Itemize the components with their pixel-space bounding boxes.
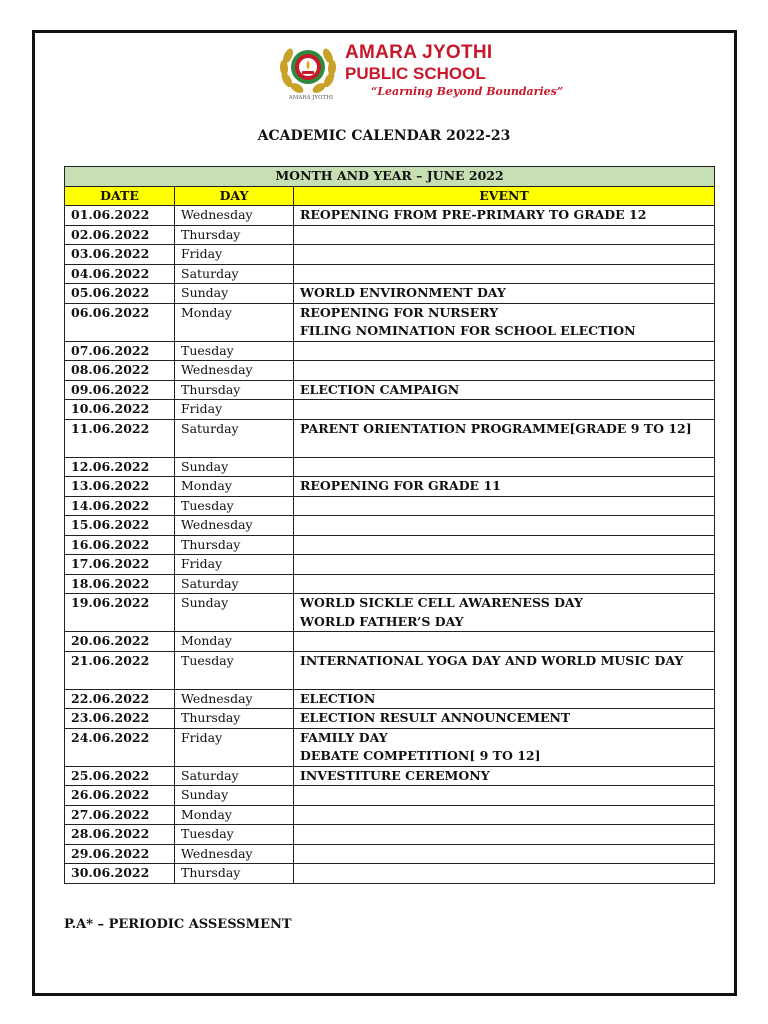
event-cell [294,709,715,729]
date-cell: 10.06.2022 [65,400,175,420]
date-cell: 22.06.2022 [65,689,175,709]
date-cell: 27.06.2022 [65,805,175,825]
date-cell: 13.06.2022 [65,477,175,497]
calendar-table [64,166,715,884]
date-cell: 18.06.2022 [65,574,175,594]
table-row [65,574,715,594]
day-cell: Wednesday [175,361,294,381]
emblem-label: AMARA JYOTHI [288,95,334,101]
date-cell: 26.06.2022 [65,786,175,806]
table-row [65,400,715,420]
table-row [65,477,715,497]
column-header-date: DATE [65,186,175,206]
event-line: FILING NOMINATION FOR SCHOOL ELECTION [300,323,636,338]
date-cell: 17.06.2022 [65,555,175,575]
event-cell [294,728,715,766]
day-cell: Friday [175,555,294,575]
date-cell: 30.06.2022 [65,864,175,884]
event-cell [294,380,715,400]
date-cell: 05.06.2022 [65,284,175,304]
table-row [65,844,715,864]
school-logo [275,40,564,106]
day-cell: Tuesday [175,341,294,361]
day-cell: Monday [175,477,294,497]
event-cell [294,457,715,477]
table-row [65,284,715,304]
table-row [65,457,715,477]
event-cell [294,225,715,245]
date-cell: 03.06.2022 [65,245,175,265]
table-row [65,555,715,575]
event-cell [294,477,715,497]
day-cell: Thursday [175,709,294,729]
date-cell: 02.06.2022 [65,225,175,245]
table-row [65,303,715,341]
date-cell: 21.06.2022 [65,651,175,689]
event-line: WORLD ENVIRONMENT DAY [300,285,506,300]
event-cell [294,516,715,536]
table-row [65,206,715,226]
event-cell [294,786,715,806]
table-row [65,728,715,766]
event-line: INVESTITURE CEREMONY [300,767,490,783]
day-cell: Saturday [175,766,294,786]
day-cell: Thursday [175,535,294,555]
day-cell: Tuesday [175,496,294,516]
day-cell: Monday [175,303,294,341]
event-line: DEBATE COMPETITION[ 9 TO 12] [300,748,541,763]
school-subtitle: PUBLIC SCHOOL [345,64,486,83]
event-cell [294,689,715,709]
event-cell [294,245,715,265]
day-cell: Monday [175,632,294,652]
date-cell: 06.06.2022 [65,303,175,341]
table-row [65,535,715,555]
date-cell: 07.06.2022 [65,341,175,361]
event-cell [294,284,715,304]
table-row [65,709,715,729]
day-cell: Wednesday [175,689,294,709]
table-row [65,380,715,400]
event-cell [294,594,715,632]
event-cell [294,574,715,594]
column-header-day: DAY [175,186,294,206]
event-line: PARENT ORIENTATION PROGRAMME[GRADE 9 TO 12] [300,420,692,436]
day-cell: Tuesday [175,651,294,689]
event-cell [294,206,715,226]
date-cell: 16.06.2022 [65,535,175,555]
table-row [65,516,715,536]
event-line: REOPENING FROM PRE-PRIMARY TO GRADE 12 [300,207,647,222]
event-cell [294,419,715,457]
date-cell: 20.06.2022 [65,632,175,652]
table-row [65,264,715,284]
footnote: P.A* – PERIODIC ASSESSMENT [64,917,292,932]
date-cell: 04.06.2022 [65,264,175,284]
event-cell [294,766,715,786]
table-row [65,805,715,825]
table-row [65,245,715,265]
day-cell: Friday [175,400,294,420]
day-cell: Wednesday [175,206,294,226]
table-row [65,864,715,884]
table-row [65,632,715,652]
date-cell: 29.06.2022 [65,844,175,864]
event-cell [294,361,715,381]
event-cell [294,825,715,845]
day-cell: Sunday [175,457,294,477]
day-cell: Friday [175,245,294,265]
event-cell [294,651,715,689]
column-header-event: EVENT [294,186,715,206]
column-header-row [65,186,715,206]
day-cell: Friday [175,728,294,766]
day-cell: Saturday [175,264,294,284]
event-line: ELECTION RESULT ANNOUNCEMENT [300,710,571,725]
event-cell [294,535,715,555]
event-cell [294,341,715,361]
day-cell: Thursday [175,225,294,245]
school-tagline: “Learning Beyond Boundaries” [371,85,564,98]
date-cell: 25.06.2022 [65,766,175,786]
event-cell [294,844,715,864]
month-label: MONTH AND YEAR – JUNE 2022 [65,167,715,187]
day-cell: Saturday [175,574,294,594]
date-cell: 09.06.2022 [65,380,175,400]
event-line: REOPENING FOR NURSERY [300,304,499,320]
date-cell: 24.06.2022 [65,728,175,766]
event-cell [294,303,715,341]
month-header-row [65,167,715,187]
table-row [65,419,715,457]
table-row [65,766,715,786]
date-cell: 12.06.2022 [65,457,175,477]
event-cell [294,264,715,284]
event-cell [294,864,715,884]
day-cell: Tuesday [175,825,294,845]
day-cell: Thursday [175,380,294,400]
day-cell: Thursday [175,864,294,884]
day-cell: Sunday [175,786,294,806]
event-line: REOPENING FOR GRADE 11 [300,478,501,493]
table-row [65,225,715,245]
event-line: WORLD SICKLE CELL AWARENESS DAY [300,595,583,610]
table-row [65,361,715,381]
date-cell: 08.06.2022 [65,361,175,381]
event-line: WORLD FATHER’S DAY [300,613,464,629]
date-cell: 01.06.2022 [65,206,175,226]
day-cell: Monday [175,805,294,825]
event-cell [294,632,715,652]
day-cell: Wednesday [175,844,294,864]
event-cell [294,400,715,420]
date-cell: 14.06.2022 [65,496,175,516]
table-row [65,341,715,361]
date-cell: 19.06.2022 [65,594,175,632]
table-row [65,825,715,845]
date-cell: 28.06.2022 [65,825,175,845]
event-line: INTERNATIONAL YOGA DAY AND WORLD MUSIC DAY [300,652,684,668]
date-cell: 15.06.2022 [65,516,175,536]
table-row [65,689,715,709]
event-line: ELECTION [300,690,376,706]
table-row [65,651,715,689]
event-line: FAMILY DAY [300,729,388,745]
date-cell: 11.06.2022 [65,419,175,457]
day-cell: Wednesday [175,516,294,536]
event-cell [294,805,715,825]
school-name: AMARA JYOTHI [345,42,493,63]
calendar-body [65,206,715,884]
event-cell [294,555,715,575]
table-row [65,594,715,632]
event-line: ELECTION CAMPAIGN [300,381,460,397]
event-cell [294,496,715,516]
table-row [65,786,715,806]
day-cell: Saturday [175,419,294,457]
day-cell: Sunday [175,284,294,304]
table-row [65,496,715,516]
page-title: ACADEMIC CALENDAR 2022-23 [257,128,511,144]
date-cell: 23.06.2022 [65,709,175,729]
day-cell: Sunday [175,594,294,632]
